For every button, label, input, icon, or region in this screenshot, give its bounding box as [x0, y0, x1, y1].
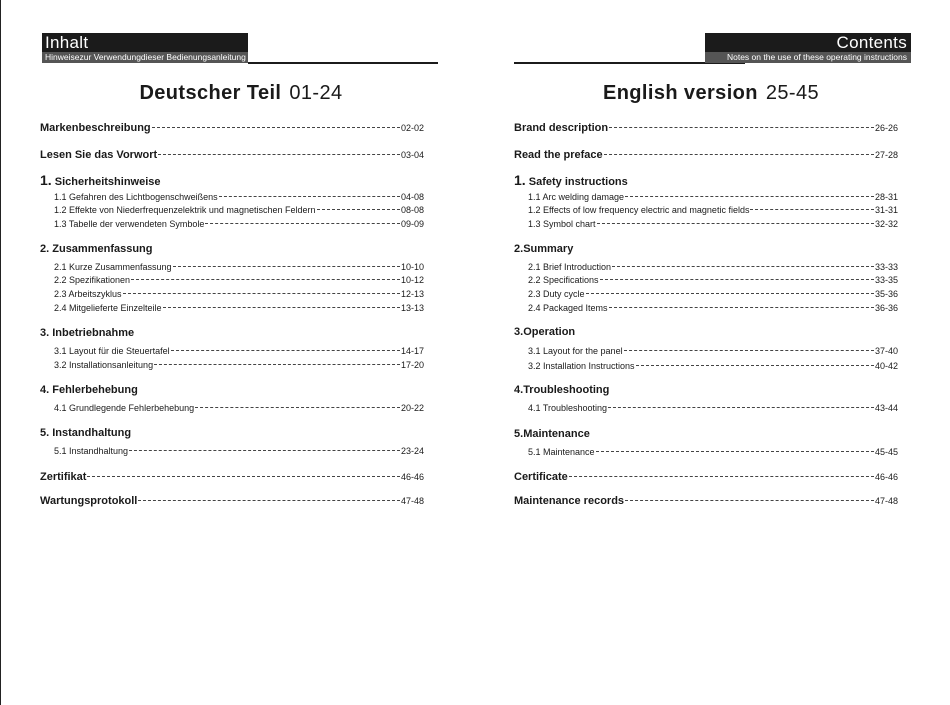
toc-entry-2-2[interactable]	[528, 275, 898, 285]
leader-dots	[163, 307, 400, 308]
toc-pages: 23-24	[400, 446, 424, 456]
leader-dots	[569, 476, 874, 477]
toc-label: 2.4 Packaged Items	[528, 303, 608, 313]
toc-pages: 17-20	[400, 360, 424, 370]
leader-dots	[173, 266, 400, 267]
toc-label: 2.3 Duty cycle	[528, 289, 585, 299]
english-heading-title: English version	[602, 82, 758, 104]
leader-dots	[154, 364, 400, 365]
leader-dots	[625, 500, 874, 501]
german-header-title: Inhalt	[45, 33, 89, 52]
leader-dots	[625, 196, 874, 197]
toc-entry-1-1[interactable]	[54, 192, 424, 202]
toc-label: 3.1 Layout für die Steuertafel	[54, 346, 170, 356]
toc-label: 1.2 Effects of low frequency electric and magnetic fields	[528, 205, 750, 215]
leader-dots	[586, 293, 874, 294]
toc-entry-brand[interactable]	[514, 122, 898, 134]
section-title: Inbetriebnahme	[52, 327, 135, 339]
section-number: 3.	[514, 326, 524, 338]
toc-section-4[interactable]	[514, 384, 609, 396]
toc-entry-3-1[interactable]	[54, 346, 424, 356]
toc-label: Lesen Sie das Vorwort	[40, 149, 158, 161]
toc-entry-3-2[interactable]	[54, 360, 424, 370]
leader-dots	[123, 293, 400, 294]
toc-label: Read the preface	[514, 149, 603, 161]
toc-label: Wartungsprotokoll	[40, 495, 138, 507]
toc-pages: 37-40	[874, 346, 898, 356]
toc-pages: 47-48	[874, 496, 898, 506]
german-header-rule	[248, 62, 438, 64]
toc-pages: 31-31	[874, 205, 898, 215]
toc-pages: 03-04	[400, 150, 424, 160]
toc-label: 3.1 Layout for the panel	[528, 346, 623, 356]
german-header-box	[42, 33, 248, 63]
toc-entry-1-3[interactable]	[528, 219, 898, 229]
toc-section-5[interactable]	[514, 428, 590, 440]
section-number: 4.	[514, 384, 524, 396]
toc-pages: 32-32	[874, 219, 898, 229]
toc-pages: 33-33	[874, 262, 898, 272]
toc-label: 1.3 Symbol chart	[528, 219, 596, 229]
toc-entry-1-1[interactable]	[528, 192, 898, 202]
toc-label: 5.1 Maintenance	[528, 447, 595, 457]
toc-pages: 10-12	[400, 275, 424, 285]
toc-label: 2.3 Arbeitszyklus	[54, 289, 122, 299]
toc-section-4[interactable]	[40, 384, 138, 396]
toc-entry-certificate[interactable]	[514, 471, 898, 483]
german-heading-pages: 01-24	[289, 82, 343, 104]
toc-pages: 08-08	[400, 205, 424, 215]
toc-entry-4-1[interactable]	[528, 403, 898, 413]
toc-label: Markenbeschreibung	[40, 122, 151, 134]
section-title: Summary	[523, 243, 574, 255]
leader-dots	[317, 209, 400, 210]
toc-entry-2-4[interactable]	[54, 303, 424, 313]
toc-entry-3-2[interactable]	[528, 361, 898, 371]
toc-pages: 46-46	[400, 472, 424, 482]
toc-label: 5.1 Instandhaltung	[54, 446, 129, 456]
toc-section-3[interactable]	[514, 326, 575, 338]
toc-pages: 43-44	[874, 403, 898, 413]
toc-label: 3.2 Installationsanleitung	[54, 360, 154, 370]
toc-entry-2-1[interactable]	[528, 262, 898, 272]
toc-section-1[interactable]	[514, 172, 628, 188]
section-number: 1.	[40, 172, 52, 188]
leader-dots	[195, 407, 400, 408]
leader-dots	[750, 209, 874, 210]
toc-pages: 27-28	[874, 150, 898, 160]
leader-dots	[612, 266, 874, 267]
leader-dots	[129, 450, 400, 451]
leader-dots	[609, 127, 874, 128]
toc-entry-4-1[interactable]	[54, 403, 424, 413]
english-heading-pages: 25-45	[765, 82, 820, 104]
toc-label: 3.2 Installation Instructions	[528, 361, 635, 371]
leader-dots	[600, 279, 874, 280]
section-title: Maintenance	[523, 428, 590, 440]
toc-label: Zertifikat	[40, 471, 87, 483]
section-title: Zusammenfassung	[52, 243, 153, 255]
section-number: 5.	[40, 427, 50, 439]
toc-entry-2-1[interactable]	[54, 262, 424, 272]
toc-pages: 40-42	[874, 361, 898, 371]
toc-label: 2.2 Specifications	[528, 275, 599, 285]
toc-entry-1-2[interactable]	[528, 205, 898, 215]
toc-pages: 46-46	[874, 472, 898, 482]
toc-label: Certificate	[514, 471, 568, 483]
german-heading	[41, 82, 441, 105]
toc-section-2[interactable]	[40, 243, 153, 255]
toc-entry-1-2[interactable]	[54, 205, 424, 215]
toc-label: 1.2 Effekte von Niederfrequenzelektrik und magnetischen Feldern	[54, 205, 316, 215]
toc-pages: 47-48	[400, 496, 424, 506]
section-title: Safety instructions	[528, 176, 628, 188]
english-page	[475, 0, 950, 705]
toc-section-3[interactable]	[40, 327, 134, 339]
leader-dots	[152, 127, 400, 128]
section-title: Troubleshooting	[523, 384, 610, 396]
toc-pages: 28-31	[874, 192, 898, 202]
leader-dots	[171, 350, 400, 351]
leader-dots	[608, 407, 874, 408]
english-header-box	[705, 33, 911, 63]
section-title: Instandhaltung	[52, 427, 132, 439]
section-title: Fehlerbehebung	[52, 384, 138, 396]
toc-label: 2.1 Kurze Zusammenfassung	[54, 262, 172, 272]
toc-label: 4.1 Grundlegende Fehlerbehebung	[54, 403, 195, 413]
toc-label: 1.1 Gefahren des Lichtbogenschweißens	[54, 192, 218, 202]
toc-pages: 02-02	[400, 123, 424, 133]
leader-dots	[131, 279, 400, 280]
toc-entry-5-1[interactable]	[54, 446, 424, 456]
toc-entry-maintenance-records[interactable]	[40, 495, 424, 507]
leader-dots	[596, 451, 874, 452]
toc-entry-2-3[interactable]	[54, 289, 424, 299]
toc-pages: 10-10	[400, 262, 424, 272]
german-header-subtitle: Hinweisezur Verwendungdieser Bedienungsanleitung	[42, 52, 248, 63]
section-number: 2.	[40, 243, 50, 255]
toc-entry-2-3[interactable]	[528, 289, 898, 299]
toc-pages: 13-13	[400, 303, 424, 313]
section-number: 3.	[40, 327, 50, 339]
section-number: 2.	[514, 243, 524, 255]
leader-dots	[597, 223, 874, 224]
toc-pages: 20-22	[400, 403, 424, 413]
leader-dots	[87, 476, 400, 477]
toc-entry-3-1[interactable]	[528, 346, 898, 356]
toc-pages: 33-35	[874, 275, 898, 285]
section-number: 4.	[40, 384, 50, 396]
toc-entry-2-2[interactable]	[54, 275, 424, 285]
toc-entry-1-3[interactable]	[54, 219, 424, 229]
toc-pages: 26-26	[874, 123, 898, 133]
toc-entry-maintenance-records[interactable]	[514, 495, 898, 507]
toc-label: 4.1 Troubleshooting	[528, 403, 608, 413]
toc-label: 2.1 Brief Introduction	[528, 262, 612, 272]
toc-pages: 35-36	[874, 289, 898, 299]
toc-label: 2.2 Spezifikationen	[54, 275, 131, 285]
toc-entry-2-4[interactable]	[528, 303, 898, 313]
leader-dots	[624, 350, 874, 351]
toc-label: Brand description	[514, 122, 609, 134]
toc-pages: 04-08	[400, 192, 424, 202]
german-heading-title: Deutscher Teil	[139, 82, 282, 104]
leader-dots	[636, 365, 874, 366]
toc-label: 1.3 Tabelle der verwendeten Symbole	[54, 219, 205, 229]
toc-section-5[interactable]	[40, 427, 131, 439]
toc-label: 2.4 Mitgelieferte Einzelteile	[54, 303, 162, 313]
leader-dots	[205, 223, 400, 224]
toc-section-1[interactable]	[40, 172, 161, 188]
english-heading	[511, 82, 911, 105]
leader-dots	[158, 154, 400, 155]
section-title: Sicherheitshinweise	[54, 176, 161, 188]
section-title: Operation	[523, 326, 576, 338]
english-header-title: Contents	[836, 33, 907, 52]
leader-dots	[138, 500, 400, 501]
toc-entry-preface[interactable]	[514, 149, 898, 161]
leader-dots	[604, 154, 874, 155]
section-number: 5.	[514, 428, 524, 440]
toc-label: Maintenance records	[514, 495, 625, 507]
toc-pages: 45-45	[874, 447, 898, 457]
toc-section-2[interactable]	[514, 243, 573, 255]
toc-pages: 12-13	[400, 289, 424, 299]
toc-pages: 09-09	[400, 219, 424, 229]
leader-dots	[219, 196, 400, 197]
section-number: 1.	[514, 172, 526, 188]
toc-pages: 36-36	[874, 303, 898, 313]
toc-entry-5-1[interactable]	[528, 447, 898, 457]
toc-pages: 14-17	[400, 346, 424, 356]
toc-label: 1.1 Arc welding damage	[528, 192, 625, 202]
toc-entry-certificate[interactable]	[40, 471, 424, 483]
english-header-subtitle: Notes on the use of these operating instructions	[705, 52, 911, 63]
leader-dots	[609, 307, 874, 308]
toc-entry-brand[interactable]	[40, 122, 424, 134]
toc-entry-preface[interactable]	[40, 149, 424, 161]
